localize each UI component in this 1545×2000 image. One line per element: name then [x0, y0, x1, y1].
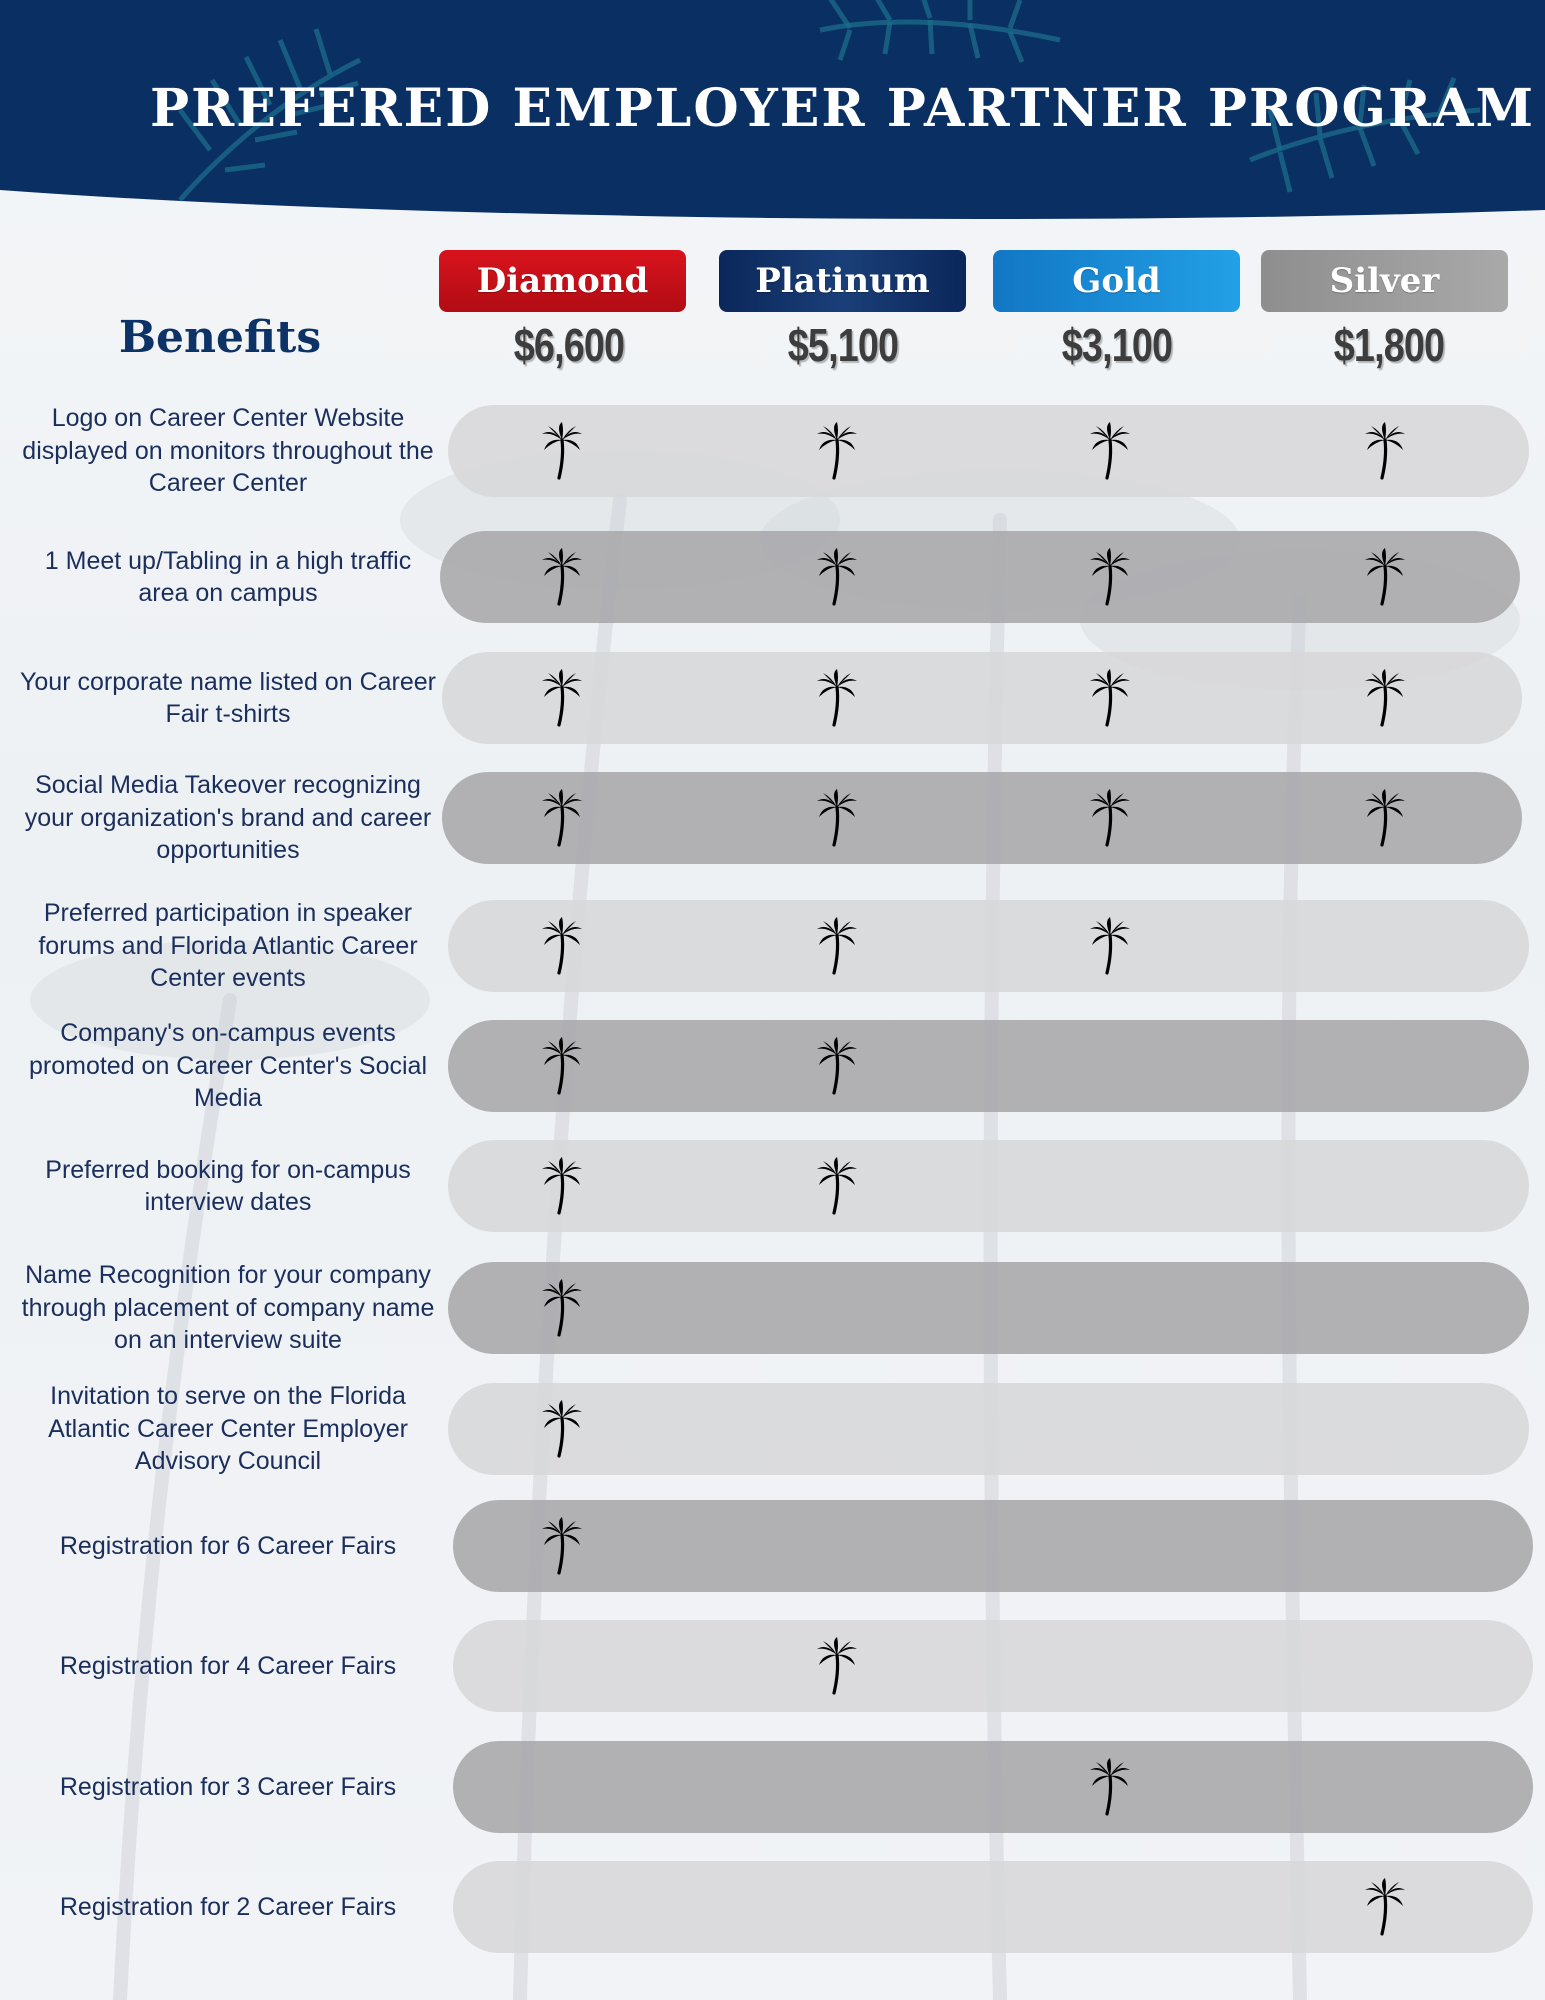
table-row — [448, 1262, 1529, 1354]
benefit-label: Registration for 6 Career Fairs — [59, 1531, 397, 1560]
palm-tree-icon — [1363, 789, 1407, 847]
palm-tree-icon — [815, 789, 859, 847]
palm-tree-icon — [1088, 669, 1132, 727]
table-row — [453, 1620, 1533, 1712]
palm-tree-icon — [540, 669, 584, 727]
table-row — [448, 1140, 1529, 1232]
benefit-label: Preferred booking for on-campus interview dates — [45, 1155, 411, 1216]
tier-badge-diamond: Diamond — [439, 250, 686, 312]
palm-tree-icon — [1363, 1878, 1407, 1936]
palm-tree-icon — [540, 789, 584, 847]
benefit-label: Your corporate name listed on Career Fair t-shirts — [20, 667, 436, 728]
palm-tree-icon — [815, 917, 859, 975]
palm-tree-icon — [1088, 1758, 1132, 1816]
palm-tree-icon — [1363, 422, 1407, 480]
tier-badge-gold: Gold — [993, 250, 1240, 312]
benefit-label: Registration for 3 Career Fairs — [59, 1772, 397, 1801]
palm-tree-icon — [815, 1037, 859, 1095]
benefits-heading: Benefits — [118, 312, 322, 363]
palm-tree-icon — [540, 1037, 584, 1095]
palm-tree-icon — [540, 917, 584, 975]
benefit-label: Social Media Takeover recognizing your organization's brand and career opportunities — [24, 771, 432, 865]
page-title: PREFERED EMPLOYER PARTNER PROGRAM — [149, 78, 1536, 139]
palm-tree-icon — [540, 422, 584, 480]
palm-tree-icon — [540, 1157, 584, 1215]
benefit-label: Name Recognition for your company through placement of company name on an interview suite — [21, 1261, 435, 1355]
benefit-label: Preferred participation in speaker forums and Florida Atlantic Career Center events — [38, 899, 418, 993]
table-row — [453, 1741, 1533, 1833]
palm-tree-icon — [1088, 789, 1132, 847]
table-row — [442, 772, 1522, 864]
table-row — [448, 1020, 1529, 1112]
tier-price-gold: $3,100 — [1061, 319, 1173, 371]
palm-tree-icon — [815, 1157, 859, 1215]
tier-price-platinum: $5,100 — [787, 319, 899, 371]
palm-tree-icon — [540, 1279, 584, 1337]
palm-tree-icon — [1363, 548, 1407, 606]
palm-tree-icon — [540, 1517, 584, 1575]
benefit-label: 1 Meet up/Tabling in a high traffic area on campus — [44, 546, 412, 607]
palm-tree-icon — [540, 1400, 584, 1458]
benefit-label: Registration for 2 Career Fairs — [59, 1892, 397, 1921]
table-row — [453, 1500, 1533, 1592]
palm-tree-icon — [540, 548, 584, 606]
tier-badge-silver: Silver — [1261, 250, 1508, 312]
benefit-label: Registration for 4 Career Fairs — [59, 1651, 397, 1680]
table-row — [440, 531, 1520, 623]
table-row — [448, 900, 1529, 992]
table-row — [448, 1383, 1529, 1475]
palm-tree-icon — [1088, 917, 1132, 975]
benefit-label: Company's on-campus events promoted on Career Center's Social Media — [28, 1019, 428, 1113]
tier-price-silver: $1,800 — [1333, 319, 1445, 371]
table-row — [442, 652, 1522, 744]
tier-badge-platinum: Platinum — [719, 250, 966, 312]
palm-tree-icon — [815, 669, 859, 727]
benefit-label: Logo on Career Center Website displayed on monitors throughout the Career Center — [22, 404, 434, 498]
palm-tree-icon — [815, 422, 859, 480]
benefit-label: Invitation to serve on the Florida Atlantic Career Center Employer Advisory Council — [48, 1382, 408, 1476]
header-banner — [0, 0, 1545, 225]
palm-tree-icon — [815, 548, 859, 606]
tier-price-diamond: $6,600 — [513, 319, 625, 371]
palm-tree-icon — [1363, 669, 1407, 727]
palm-tree-icon — [1088, 422, 1132, 480]
palm-tree-icon — [815, 1637, 859, 1695]
palm-tree-icon — [1088, 548, 1132, 606]
